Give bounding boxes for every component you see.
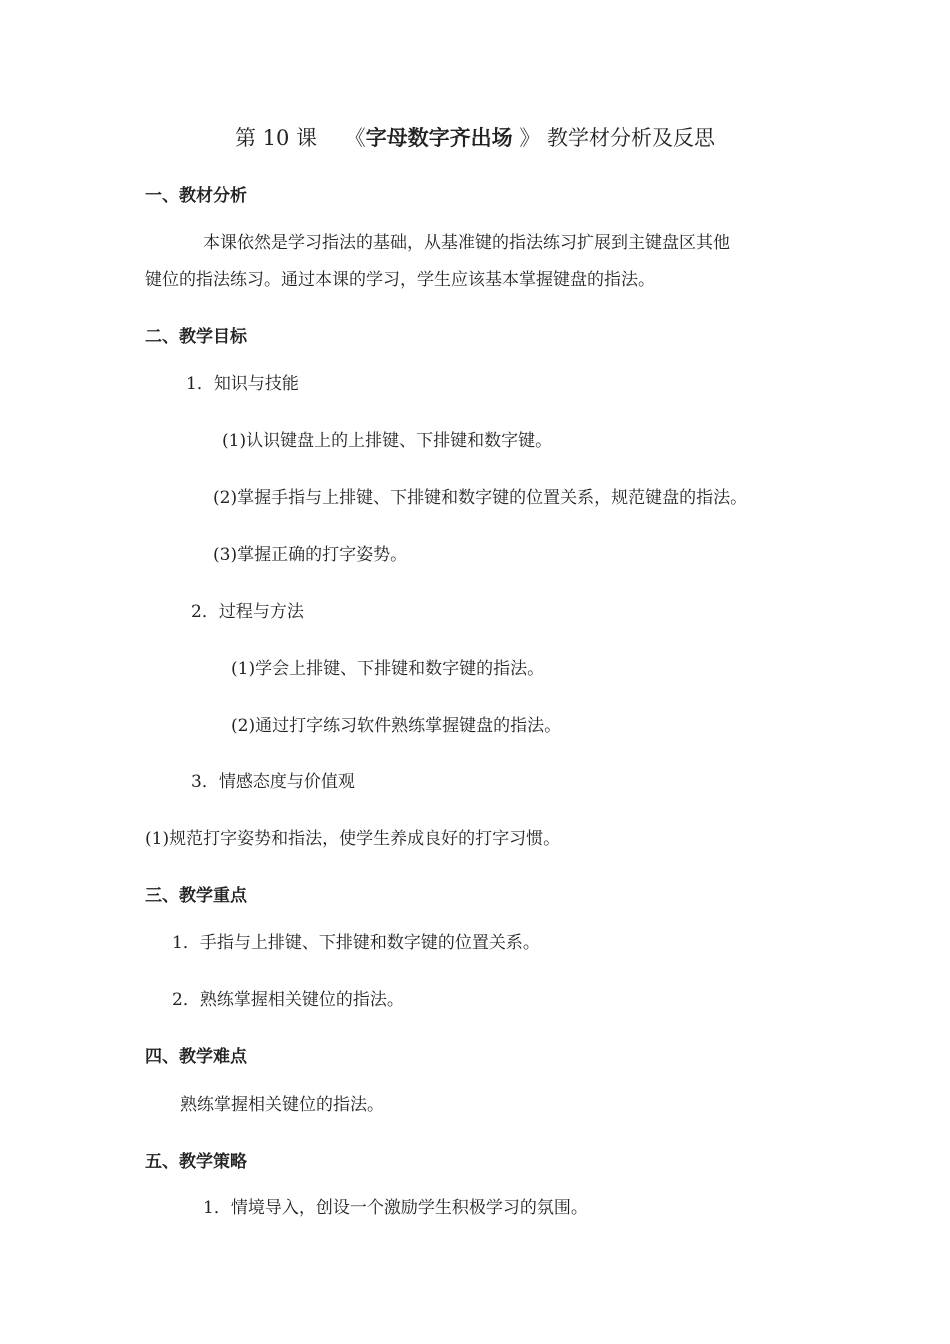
section-heading-goals: 二、教学目标 [145, 327, 247, 347]
key-point-item: 2．熟练掌握相关键位的指法。 [172, 990, 404, 1010]
document-title [0, 124, 950, 152]
title-suffix: 》 教学材分析及反思 [512, 126, 716, 150]
section-heading-key-points: 三、教学重点 [145, 886, 247, 906]
goal-item: (2)掌握手指与上排键、下排键和数字键的位置关系，规范键盘的指法。 [213, 488, 748, 508]
goal-knowledge-skills: 1．知识与技能 [186, 374, 299, 394]
title-lesson-name: 字母数字齐出场 [365, 126, 513, 150]
difficulty-text: 熟练掌握相关键位的指法。 [180, 1095, 384, 1115]
goal-item: (3)掌握正确的打字姿势。 [213, 545, 408, 565]
section-heading-difficulties: 四、教学难点 [145, 1047, 247, 1067]
goal-item: (2)通过打字练习软件熟练掌握键盘的指法。 [231, 716, 562, 736]
section-heading-strategy: 五、教学策略 [145, 1152, 247, 1172]
title-prefix: 第 10 课 《 [234, 126, 366, 150]
strategy-item: 1．情境导入，创设一个激励学生积极学习的氛围。 [203, 1198, 588, 1218]
section-heading-analysis: 一、教材分析 [145, 186, 247, 206]
goal-attitude-values: 3．情感态度与价值观 [191, 772, 355, 792]
analysis-paragraph-line2: 键位的指法练习。通过本课的学习，学生应该基本掌握键盘的指法。 [145, 270, 655, 290]
analysis-paragraph-line1: 本课依然是学习指法的基础，从基准键的指法练习扩展到主键盘区其他 [203, 233, 730, 253]
goal-item: (1)学会上排键、下排键和数字键的指法。 [231, 659, 545, 679]
goal-process-methods: 2．过程与方法 [191, 602, 304, 622]
key-point-item: 1．手指与上排键、下排键和数字键的位置关系。 [172, 933, 540, 953]
goal-item: (1)规范打字姿势和指法，使学生养成良好的打字习惯。 [145, 829, 561, 849]
goal-item: (1)认识键盘上的上排键、下排键和数字键。 [222, 431, 553, 451]
